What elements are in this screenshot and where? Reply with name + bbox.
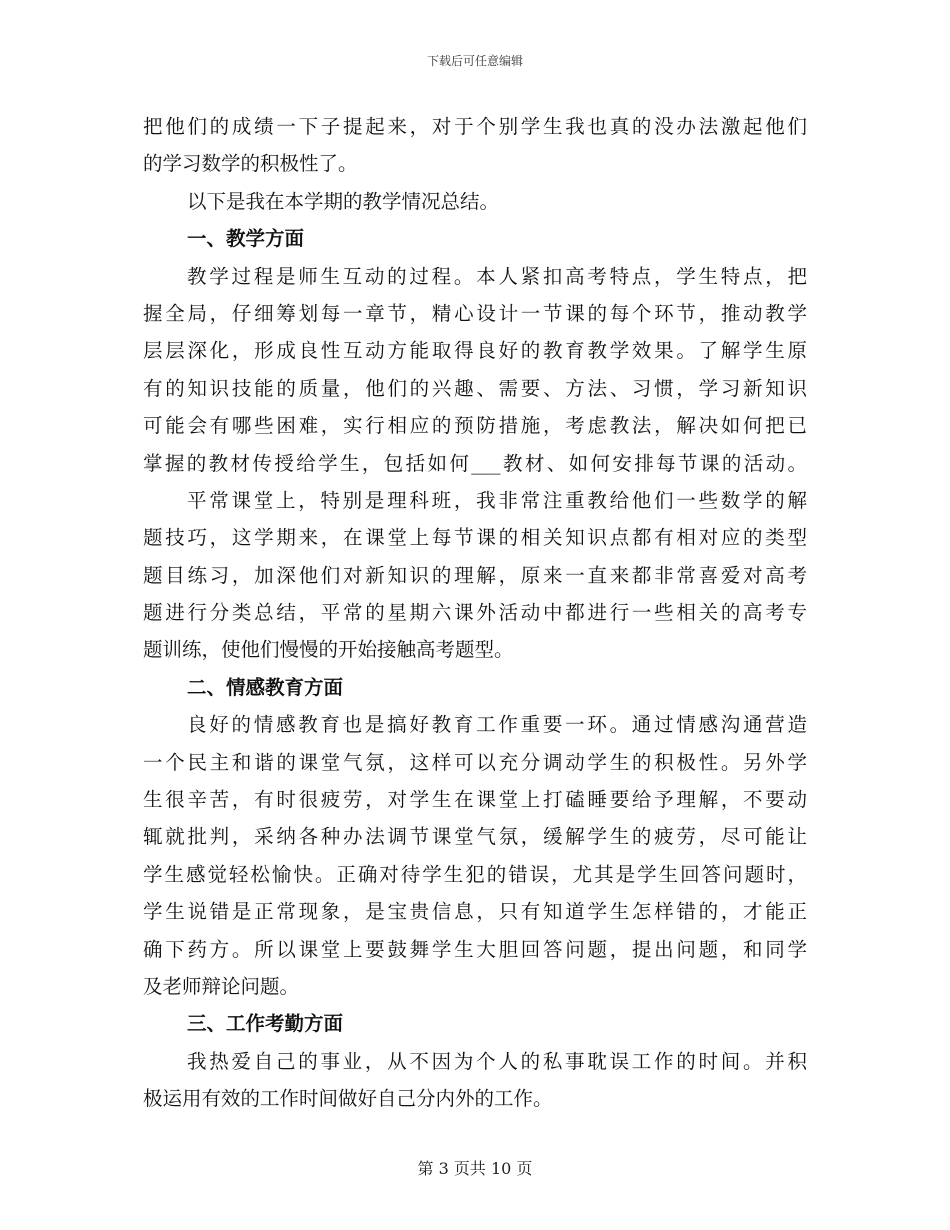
paragraph-line: 一个民主和谐的课堂气氛，这样可以充分调动学生的积极性。另外学 bbox=[143, 750, 807, 774]
paragraph-line: 可能会有哪些困难，实行相应的预防措施，考虑教法，解决如何把已 bbox=[143, 414, 807, 438]
paragraph-line: 题技巧，这学期来，在课堂上每节课的相关知识点都有相对应的类型 bbox=[143, 526, 807, 550]
paragraph-line: 有的知识技能的质量，他们的兴趣、需要、方法、习惯，学习新知识 bbox=[143, 376, 807, 400]
paragraph-line: 及老师辩论问题。 bbox=[143, 974, 300, 998]
paragraph-line: 题目练习，加深他们对新知识的理解，原来一直来都非常喜爱对高考 bbox=[143, 563, 807, 587]
paragraph-line: 生很辛苦，有时很疲劳，对学生在课堂上打磕睡要给予理解，不要动 bbox=[143, 788, 807, 812]
paragraph-line: 辄就批判，采纳各种办法调节课堂气氛，缓解学生的疲劳，尽可能让 bbox=[143, 825, 807, 849]
paragraph-line: 掌握的教材传授给学生，包括如何___教材、如何安排每节课的活动。 bbox=[143, 451, 807, 475]
paragraph-line: 以下是我在本学期的教学情况总结。 bbox=[187, 189, 500, 213]
paragraph-line: 极运用有效的工作时间做好自己分内外的工作。 bbox=[143, 1087, 553, 1111]
paragraph-line: 确下药方。所以课堂上要鼓舞学生大胆回答问题，提出问题，和同学 bbox=[143, 937, 807, 961]
paragraph-line: 学生说错是正常现象，是宝贵信息，只有知道学生怎样错的，才能正 bbox=[143, 900, 807, 924]
page-header: 下载后可任意编辑 bbox=[426, 54, 523, 68]
paragraph-line: 教学过程是师生互动的过程。本人紧扣高考特点，学生特点，把 bbox=[187, 264, 807, 288]
paragraph-line: 学生感觉轻松愉快。正确对待学生犯的错误，尤其是学生回答问题时， bbox=[143, 862, 807, 886]
paragraph-line: 平常课堂上，特别是理科班，我非常注重教给他们一些数学的解 bbox=[187, 488, 807, 512]
page-number-footer: 第 3 页共 10 页 bbox=[417, 1159, 533, 1178]
paragraph-line: 良好的情感教育也是搞好教育工作重要一环。通过情感沟通营造 bbox=[187, 713, 807, 737]
section-heading: 三、工作考勤方面 bbox=[187, 1012, 344, 1036]
section-heading: 一、教学方面 bbox=[187, 227, 305, 251]
paragraph-line: 把他们的成绩一下子提起来，对于个别学生我也真的没办法激起他们 bbox=[143, 115, 807, 138]
paragraph-line: 层层深化，形成良性互动方能取得良好的教育教学效果。了解学生原 bbox=[143, 339, 807, 363]
paragraph-line: 我热爱自己的事业，从不因为个人的私事耽误工作的时间。并积 bbox=[187, 1049, 807, 1073]
paragraph-line: 握全局，仔细筹划每一章节，精心设计一节课的每个环节，推动教学 bbox=[143, 301, 807, 325]
document-body bbox=[143, 108, 807, 1118]
section-heading: 二、情感教育方面 bbox=[187, 675, 344, 699]
paragraph-line: 题进行分类总结，平常的星期六课外活动中都进行一些相关的高考专 bbox=[143, 601, 807, 625]
paragraph-line: 题训练，使他们慢慢的开始接触高考题型。 bbox=[143, 638, 514, 662]
paragraph-line: 的学习数学的积极性了。 bbox=[143, 152, 358, 176]
